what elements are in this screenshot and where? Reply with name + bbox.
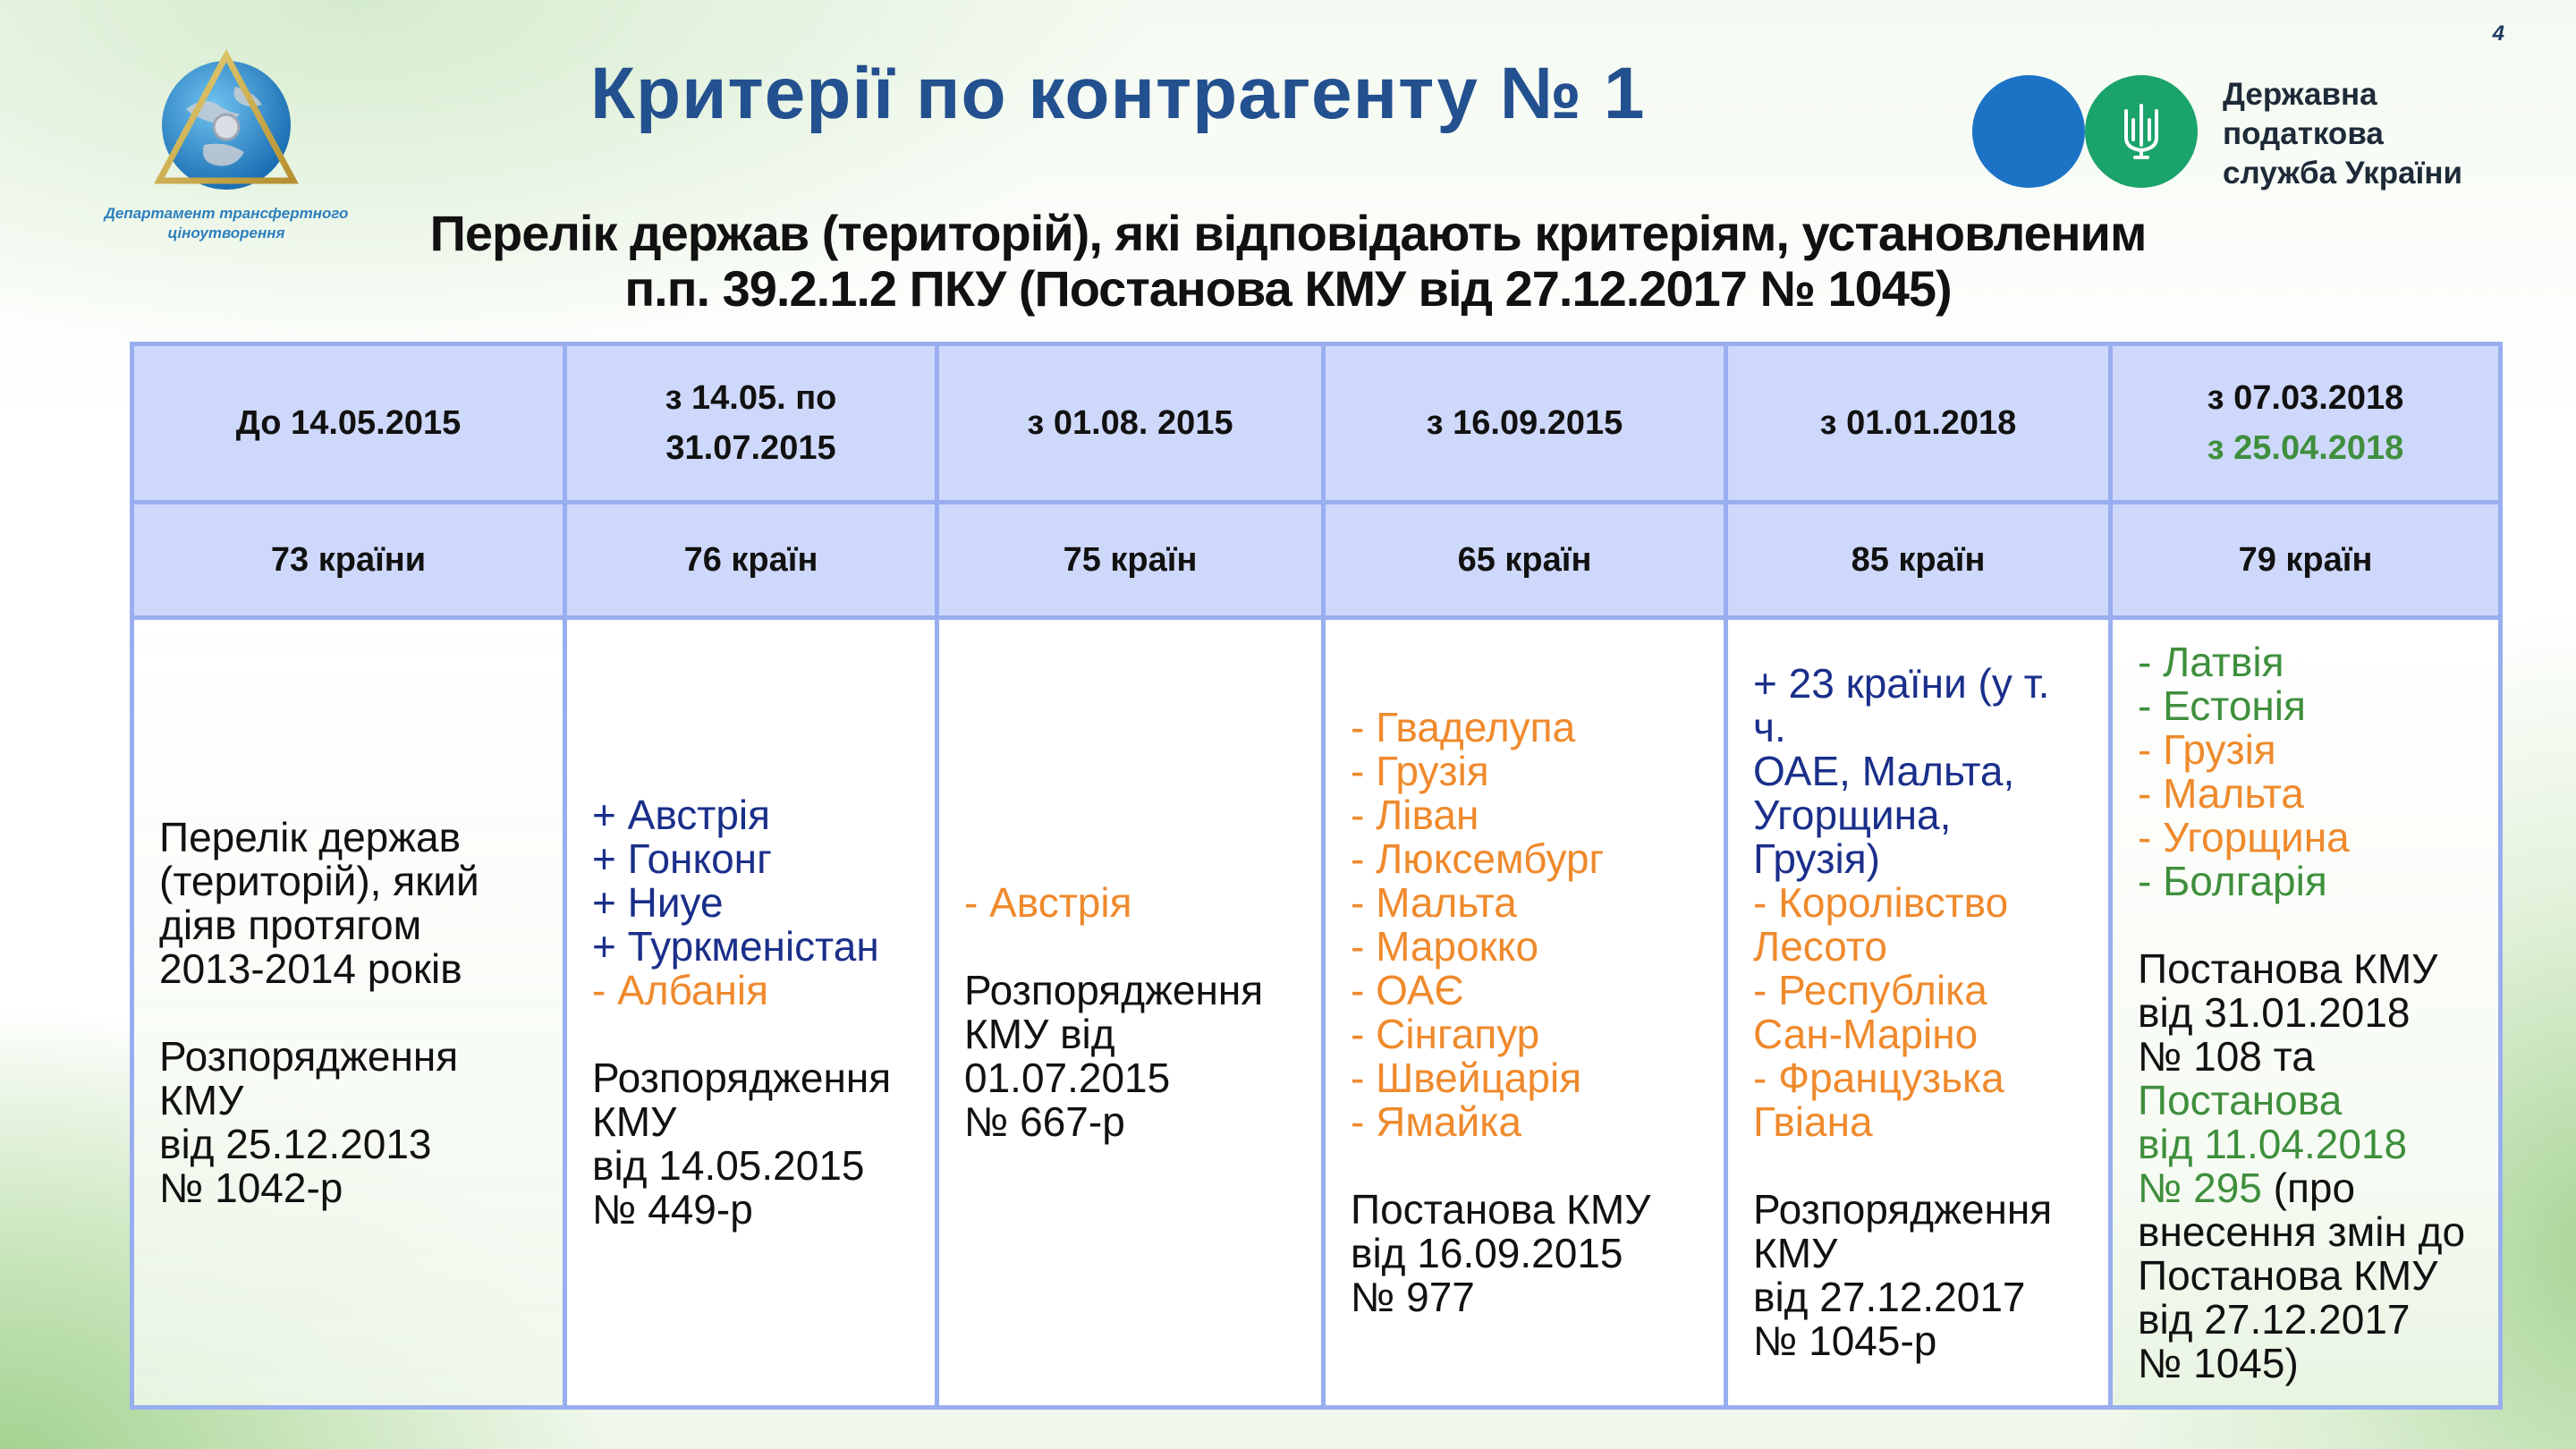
country-count: 79 країн (2111, 503, 2501, 618)
period-cell: з 01.08. 2015 (937, 344, 1324, 503)
details-cell: + 23 країни (у т. ч. ОАЕ, Мальта, Угорщина, Грузія) - Королівство Лесото - Республіка Сан-Маріно - Французька Гвіана Розпорядження КМУ від 27.12.2017 № 1045-р (1726, 618, 2111, 1408)
trident-emblem-icon (2085, 75, 2198, 188)
period-cell: з 01.01.2018 (1726, 344, 2111, 503)
details-cell: - Латвія - Естонія - Грузія - Мальта - Угорщина - Болгарія Постанова КМУ від 31.01.2018 № 108 та Постанова від 11.04.2018 № 295 (про внесення змін до Постанова КМУ від 27.12.2017 № 1045) (2111, 618, 2501, 1408)
tax-service-line2: податкова (2223, 116, 2384, 151)
page-number: 4 (2492, 21, 2504, 46)
subtitle-line2: п.п. 39.2.1.2 ПКУ (Постанова КМУ від 27.12.2017 № 1045) (624, 260, 1952, 317)
period-cell: До 14.05.2015 (132, 344, 565, 503)
criteria-table (130, 342, 2503, 1410)
country-count: 85 країн (1726, 503, 2111, 618)
subtitle (268, 206, 2308, 317)
subtitle-line1: Перелік держав (територій), які відповідають критеріям, установленим (429, 205, 2147, 261)
state-tax-service-logo (1972, 72, 2509, 191)
period-header-row (132, 344, 2501, 503)
country-count: 73 країни (132, 503, 565, 618)
country-count: 75 країн (937, 503, 1324, 618)
page-title: Критерії по контрагенту № 1 (590, 53, 1646, 134)
blue-circle-icon (1972, 75, 2085, 188)
details-cell: + Австрія + Гонконг + Ниуе + Туркменістан - Албанія Розпорядження КМУ від 14.05.2015 № 449-р (565, 618, 937, 1408)
globe-triangle-icon (150, 47, 302, 199)
details-cell: - Гваделупа - Грузія - Ліван - Люксембург - Мальта - Марокко - ОАЄ - Сінгапур - Швейцарія - Ямайка Постанова КМУ від 16.09.2015 № 977 (1324, 618, 1726, 1408)
country-count: 65 країн (1324, 503, 1726, 618)
period-cell: з 07.03.2018 з 25.04.2018 (2111, 344, 2501, 503)
details-cell: - Австрія Розпорядження КМУ від 01.07.2015 № 667-р (937, 618, 1324, 1408)
count-row (132, 503, 2501, 618)
details-row (132, 618, 2501, 1408)
period-cell: з 16.09.2015 (1324, 344, 1726, 503)
tax-service-line3: служба України (2223, 156, 2463, 191)
logo-caption-line1: Департамент трансфертного (104, 205, 349, 222)
period-cell: з 14.05. по 31.07.2015 (565, 344, 937, 503)
logo-caption-line2: ціноутворення (167, 225, 285, 242)
tax-service-line1: Державна (2223, 77, 2377, 112)
details-cell: Перелік держав (територій), який діяв протягом 2013-2014 років Розпорядження КМУ від 25.12.2013 № 1042-р (132, 618, 565, 1408)
country-count: 76 країн (565, 503, 937, 618)
